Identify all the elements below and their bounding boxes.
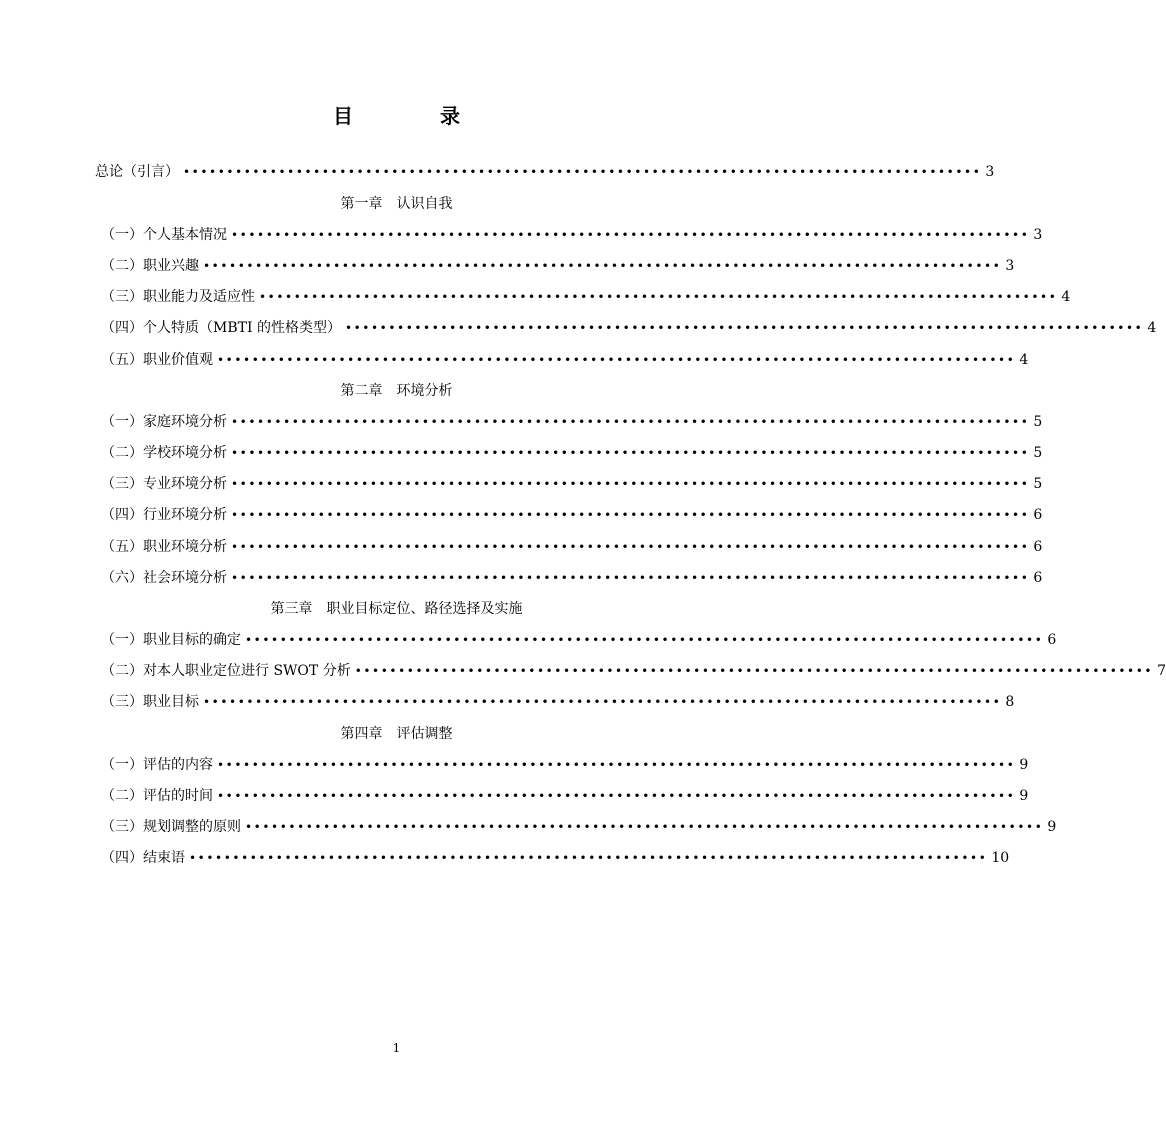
leader-dots: •••••••••••••••••••••••••••••••••••••••••••••••••••••••••••••••••••••••••••••••••••••••••••• [203,695,1002,709]
leader-dots: •••••••••••••••••••••••••••••••••••••••••••••••••••••••••••••••••••••••••••••••••••••••••••• [231,540,1030,554]
toc-entry[interactable] [101,285,1071,309]
toc-entry[interactable] [101,472,1043,496]
toc-entry-page: 9 [1019,788,1029,804]
toc-entry-page: 7 [1157,663,1166,679]
toc-entry-page: 10 [991,850,1010,866]
toc-entry[interactable] [101,815,1057,839]
toc-title: 目 录 [333,104,500,128]
toc-entry-label: （三）专业环境分析 [101,476,227,492]
toc-entry-label: （二）学校环境分析 [101,445,227,461]
chapter-heading[interactable]: 第二章 环境分析 [340,383,453,399]
leader-dots: •••••••••••••••••••••••••••••••••••••••••••••••••••••••••••••••••••••••••••••••••••••••••••• [217,789,1016,803]
toc-entry-label: （四）结束语 [101,850,185,866]
toc-entry-page: 5 [1033,445,1043,461]
toc-entry[interactable] [101,503,1043,527]
toc-entry-page: 4 [1147,320,1157,336]
toc-entry[interactable] [101,659,1166,683]
toc-entry-page: 8 [1005,694,1015,710]
toc-entry-page: 3 [1005,258,1015,274]
leader-dots: •••••••••••••••••••••••••••••••••••••••••••••••••••••••••••••••••••••••••••••••••••••••••••• [203,259,1002,273]
leader-dots: •••••••••••••••••••••••••••••••••••••••••••••••••••••••••••••••••••••••••••••••••••••••••••• [231,508,1030,522]
toc-entry[interactable] [101,566,1043,590]
chapter-heading[interactable]: 第四章 评估调整 [340,726,453,742]
toc-entry-page: 3 [1033,227,1043,243]
toc-entry-label: （四）个人特质（MBTI 的性格类型） [101,320,341,336]
toc-entry-page: 3 [985,164,995,180]
leader-dots: •••••••••••••••••••••••••••••••••••••••••••••••••••••••••••••••••••••••••••••••••••••••••••• [231,228,1030,242]
leader-dots: •••••••••••••••••••••••••••••••••••••••••••••••••••••••••••••••••••••••••••••••••••••••••••• [231,415,1030,429]
toc-entry[interactable] [101,690,1015,714]
toc-entry-page: 5 [1033,476,1043,492]
toc-entry-label: （六）社会环境分析 [101,570,227,586]
leader-dots: •••••••••••••••••••••••••••••••••••••••••••••••••••••••••••••••••••••••••••••••••••••••••••• [259,290,1058,304]
toc-entry-page: 6 [1033,570,1043,586]
toc-entry-label: （二）职业兴趣 [101,258,199,274]
leader-dots: •••••••••••••••••••••••••••••••••••••••••••••••••••••••••••••••••••••••••••••••••••••••••••• [189,851,988,865]
toc-entry[interactable] [101,753,1029,777]
leader-dots: •••••••••••••••••••••••••••••••••••••••••••••••••••••••••••••••••••••••••••••••••••••••••••• [231,571,1030,585]
leader-dots: •••••••••••••••••••••••••••••••••••••••••••••••••••••••••••••••••••••••••••••••••••••••••••• [231,477,1030,491]
page-number: 1 [392,1041,401,1055]
toc-entry-label: （一）个人基本情况 [101,227,227,243]
toc-entry[interactable] [101,254,1015,278]
toc-entry-page: 9 [1019,757,1029,773]
toc-entry-label: （二）评估的时间 [101,788,213,804]
leader-dots: •••••••••••••••••••••••••••••••••••••••••••••••••••••••••••••••••••••••••••••••••••••••••••• [344,321,1144,335]
toc-entry-label: 总论（引言） [95,164,179,180]
toc-entry-label: （二）对本人职业定位进行 SWOT 分析 [101,663,351,679]
toc-entry[interactable] [101,535,1043,559]
toc-entry[interactable] [101,846,1010,870]
toc-entry-label: （一）评估的内容 [101,757,213,773]
toc-entry-page: 6 [1033,507,1043,523]
toc-entry[interactable] [101,348,1029,372]
leader-dots: •••••••••••••••••••••••••••••••••••••••••••••••••••••••••••••••••••••••••••••••••••••••••••• [245,633,1044,647]
toc-entry-label: （三）职业能力及适应性 [101,289,255,305]
toc-entry[interactable] [101,223,1043,247]
leader-dots: •••••••••••••••••••••••••••••••••••••••••••••••••••••••••••••••••••••••••••••••••••••••••••• [217,758,1016,772]
chapter-heading[interactable]: 第三章 职业目标定位、路径选择及实施 [270,601,523,617]
toc-entry-label: （一）职业目标的确定 [101,632,241,648]
toc-entry-page: 4 [1061,289,1071,305]
leader-dots: •••••••••••••••••••••••••••••••••••••••••••••••••••••••••••••••••••••••••••••••••••••••••••• [183,165,982,179]
toc-entry-label: （一）家庭环境分析 [101,414,227,430]
toc-entry-label: （四）行业环境分析 [101,507,227,523]
toc-entry-label: （三）职业目标 [101,694,199,710]
toc-entry-intro[interactable] [95,160,995,184]
toc-entry-label: （三）规划调整的原则 [101,819,241,835]
toc-entry[interactable] [101,316,1157,340]
toc-entry-page: 4 [1019,352,1029,368]
toc-entry[interactable] [101,410,1043,434]
toc-entry-page: 6 [1033,539,1043,555]
leader-dots: •••••••••••••••••••••••••••••••••••••••••••••••••••••••••••••••••••••••••••••••••••••••••••• [231,446,1030,460]
toc-entry-label: （五）职业价值观 [101,352,213,368]
toc-entry-page: 9 [1047,819,1057,835]
toc-entry[interactable] [101,628,1057,652]
toc-entry-label: （五）职业环境分析 [101,539,227,555]
toc-entry[interactable] [101,441,1043,465]
leader-dots: •••••••••••••••••••••••••••••••••••••••••••••••••••••••••••••••••••••••••••••••••••••••••••• [245,820,1044,834]
toc-entry-page: 6 [1047,632,1057,648]
leader-dots: •••••••••••••••••••••••••••••••••••••••••••••••••••••••••••••••••••••••••••••••••••••••••••• [217,353,1016,367]
leader-dots: •••••••••••••••••••••••••••••••••••••••••••••••••••••••••••••••••••••••••••••••••••••••••••• [354,664,1154,678]
chapter-heading[interactable]: 第一章 认识自我 [340,196,453,212]
toc-entry-page: 5 [1033,414,1043,430]
toc-entry[interactable] [101,784,1029,808]
